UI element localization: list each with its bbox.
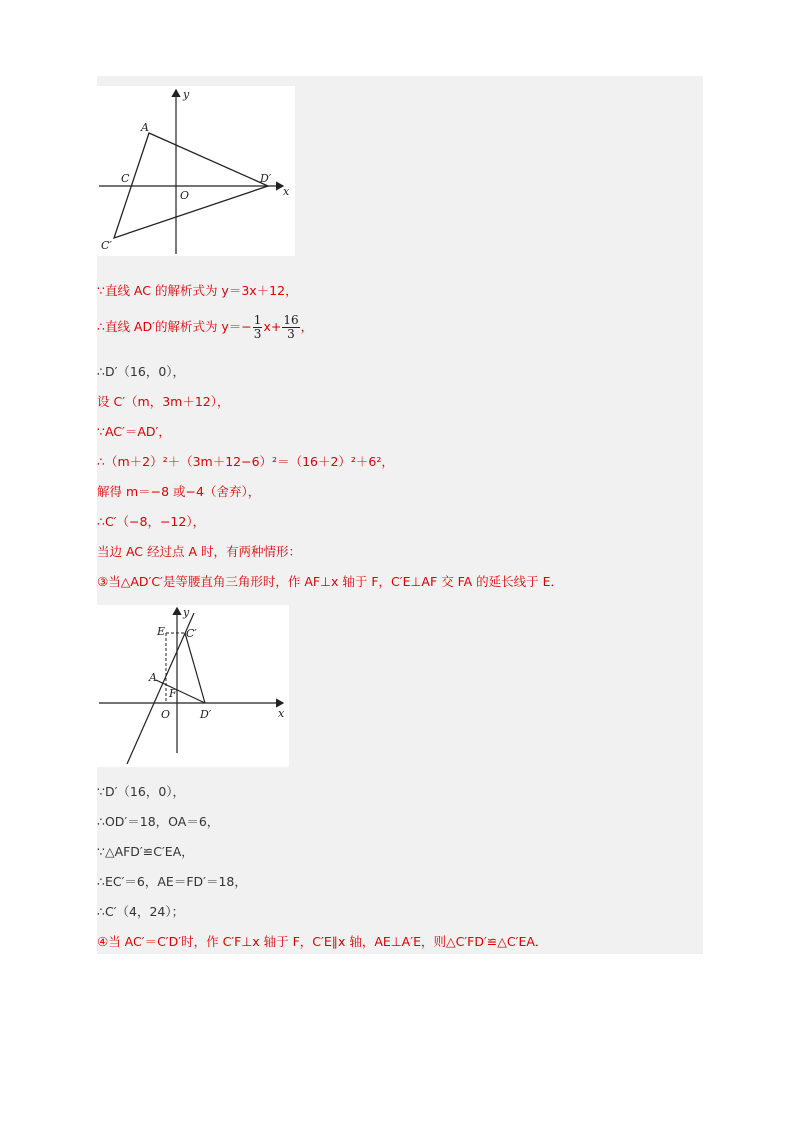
label-x: x: [283, 185, 290, 198]
label-d-prime: D′: [200, 708, 212, 721]
text-line-5: ∵AC′＝AD′，: [97, 424, 171, 439]
label-c: C: [121, 172, 130, 185]
figure-2: [97, 605, 289, 767]
label-x: x: [278, 707, 285, 720]
segment-c-prime-d-prime: [185, 633, 205, 703]
fraction-2-numerator: 16: [283, 313, 299, 327]
line-2-middle: x+: [263, 319, 282, 334]
text-line-16: ④当 AC′＝C′D′时，作 C′F⊥x 轴于 F，C′E∥x 轴，AE⊥A′E，则△C′FD′≌△C′EA．: [97, 934, 548, 949]
label-a: A: [149, 671, 157, 684]
fraction-2-denominator: 3: [287, 327, 295, 341]
label-y: y: [183, 88, 190, 101]
line-2-prefix: ∴直线 AD′的解析式为 y＝−: [97, 319, 252, 334]
text-line-15: ∴C′（4，24）；: [97, 904, 185, 919]
text-line-9: 当边 AC 经过点 A 时，有两种情形：: [97, 544, 302, 559]
segment-a-d-prime: [156, 680, 205, 703]
figure-1: [97, 86, 295, 256]
text-line-8: ∴C′（−8，−12），: [97, 514, 206, 529]
fraction-one-third: [253, 314, 263, 341]
fraction-1-numerator: 1: [253, 313, 262, 327]
label-d-prime: D′: [260, 172, 272, 185]
text-line-2: [97, 312, 313, 342]
text-line-12: ∴OD′＝18，OA＝6，: [97, 814, 220, 829]
label-o: O: [180, 189, 190, 202]
label-f: F: [169, 687, 177, 700]
text-line-3: ∴D′（16，0），: [97, 364, 186, 379]
fraction-1-denominator: 3: [253, 327, 262, 341]
text-line-10: ③当△AD′C′是等腰直角三角形时，作 AF⊥x 轴于 F，C′E⊥AF 交 FA 的延长线于 E．: [97, 574, 564, 589]
text-line-1: ∵直线 AC 的解析式为 y＝3x＋12，: [97, 283, 298, 298]
label-y: y: [183, 606, 190, 619]
text-line-14: ∴EC′＝6，AE＝FD′＝18，: [97, 874, 247, 889]
line-2-suffix: ，: [300, 319, 314, 334]
text-line-7: 解得 m＝−8 或−4（舍弃），: [97, 484, 261, 499]
label-c-prime: C′: [101, 239, 112, 252]
text-line-6: ∴（m＋2）²＋（3m＋12−6）²＝（16＋2）²＋6²，: [97, 454, 394, 469]
label-e: E: [157, 625, 166, 638]
label-a: A: [141, 121, 149, 134]
label-c-prime: C′: [186, 627, 197, 640]
label-o: O: [161, 708, 171, 721]
text-line-13: ∵△AFD′≌C′EA，: [97, 844, 194, 859]
text-line-11: ∵D′（16，0），: [97, 784, 186, 799]
text-line-4: 设 C′（m，3m＋12），: [97, 394, 230, 409]
fraction-sixteen-thirds: [282, 314, 299, 341]
